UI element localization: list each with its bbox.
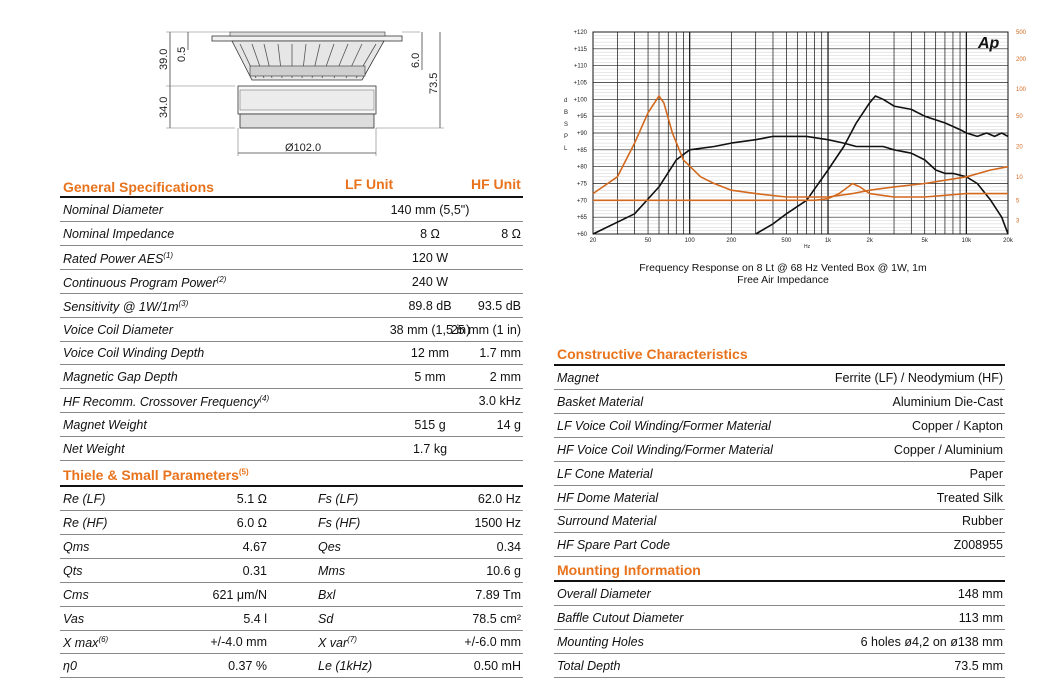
spec-row bbox=[60, 270, 523, 294]
y-tick-label: +110 bbox=[573, 63, 587, 70]
x-tick-label: 5k bbox=[921, 238, 928, 244]
mounting-label: Baffle Cutout Diameter bbox=[557, 610, 684, 625]
spec-label bbox=[63, 394, 269, 409]
spec-label-text: Magnet Weight bbox=[63, 418, 147, 433]
spec-label-text: Nominal Impedance bbox=[63, 226, 175, 241]
ts-param-name: Cms bbox=[63, 587, 89, 602]
spec-label bbox=[63, 227, 174, 241]
constructive-row bbox=[554, 462, 1005, 486]
spec-label bbox=[63, 323, 173, 337]
ts-param-name: Sd bbox=[318, 611, 334, 626]
x-tick-label: 100 bbox=[684, 238, 695, 244]
constructive-value: Ferrite (LF) / Neodymium (HF) bbox=[834, 371, 1003, 385]
ts-row bbox=[60, 630, 523, 654]
mounting-row bbox=[554, 654, 1005, 678]
spec-label-text: Rated Power AES bbox=[63, 251, 164, 266]
ts-param-value: 5.1 Ω bbox=[236, 492, 267, 506]
ts-param-label bbox=[318, 588, 335, 602]
ts-param-name: Re (HF) bbox=[63, 515, 108, 530]
spec-row bbox=[60, 437, 523, 461]
y-tick-label: +80 bbox=[576, 164, 587, 171]
spec-value-hf: 1.7 mm bbox=[479, 346, 521, 361]
constructive-label: HF Dome Material bbox=[557, 490, 659, 505]
spec-label bbox=[63, 203, 163, 217]
y-axis-label-char: L bbox=[564, 146, 568, 152]
spec-footnote: (2) bbox=[216, 274, 227, 284]
constructive-value: Copper / Kapton bbox=[911, 418, 1003, 433]
chart-caption-2: Free Air Impedance bbox=[737, 274, 829, 286]
mounting-value: 6 holes ø4,2 on ø138 mm bbox=[860, 634, 1003, 649]
ts-param-value: 0.31 bbox=[242, 563, 267, 578]
y-right-tick-label: 5 bbox=[1016, 198, 1020, 205]
dim-735: 73.5 bbox=[428, 72, 440, 94]
y-tick-label: +105 bbox=[573, 80, 587, 87]
constructive-label: HF Spare Part Code bbox=[557, 538, 671, 553]
ts-footnote: (7) bbox=[347, 635, 357, 645]
constructive-row bbox=[554, 414, 1005, 438]
ts-param-value: 0.50 mH bbox=[473, 659, 521, 674]
ts-param-name: X var bbox=[318, 636, 348, 651]
mounting-row bbox=[554, 630, 1005, 654]
spec-value-shared: 240 W bbox=[411, 274, 449, 289]
y-right-tick-label: 50 bbox=[1016, 114, 1023, 121]
ts-row bbox=[60, 607, 523, 631]
ts-param-label bbox=[63, 492, 105, 506]
x-tick-label: 200 bbox=[726, 238, 737, 244]
ts-row bbox=[60, 654, 523, 678]
ts-param-label bbox=[63, 635, 108, 650]
spec-value-hf: 3.0 kHz bbox=[478, 394, 521, 409]
ts-param-name: X max bbox=[63, 636, 99, 651]
ts-param-value: 62.0 Hz bbox=[477, 492, 521, 506]
x-tick-label: 20k bbox=[1003, 238, 1013, 244]
spec-label bbox=[63, 442, 125, 456]
ts-param-name: Mms bbox=[318, 563, 346, 578]
spec-row bbox=[60, 294, 523, 318]
y-tick-label: +70 bbox=[576, 198, 587, 205]
ts-param-value: 6.0 Ω bbox=[236, 515, 267, 530]
spec-value-lf: 89.8 dB bbox=[408, 298, 452, 313]
ts-param-label bbox=[63, 516, 107, 530]
y-tick-label: +115 bbox=[573, 46, 587, 53]
ts-param-label bbox=[63, 612, 84, 626]
y-axis-label-char: S bbox=[564, 122, 569, 128]
ts-title: Thiele & Small Parameters$^{(5)}$ bbox=[63, 467, 249, 483]
spec-value-shared: 140 mm (5,5") bbox=[390, 203, 470, 217]
spec-label-text: Magnetic Gap Depth bbox=[63, 370, 178, 385]
constructive-value: Paper bbox=[969, 466, 1003, 481]
spec-label bbox=[63, 418, 147, 432]
y-tick-label: +85 bbox=[576, 147, 587, 154]
spec-value-lf: 12 mm bbox=[410, 346, 450, 361]
spec-row bbox=[60, 222, 523, 246]
constructive-label: LF Voice Coil Winding/Former Material bbox=[557, 418, 771, 433]
x-tick-label: 10k bbox=[961, 238, 972, 244]
constructive-value: Copper / Aluminium bbox=[893, 442, 1003, 457]
spec-value-shared: 120 W bbox=[411, 250, 449, 265]
spec-label-text: Sensitivity @ 1W/1m bbox=[63, 299, 179, 314]
spec-label-text: HF Recomm. Crossover Frequency bbox=[63, 395, 260, 410]
ts-row bbox=[60, 535, 523, 559]
ts-param-label bbox=[63, 588, 89, 602]
ts-param-value: +/-6.0 mm bbox=[464, 635, 521, 650]
ts-param-name: Vas bbox=[63, 611, 85, 626]
ts-param-value: 0.34 bbox=[496, 539, 521, 554]
spec-row bbox=[60, 413, 523, 437]
mounting-label: Overall Diameter bbox=[557, 587, 651, 601]
ts-param-label bbox=[318, 492, 358, 506]
y-tick-label: +65 bbox=[576, 215, 587, 222]
ts-param-label bbox=[318, 564, 345, 578]
constructive-label: Surround Material bbox=[557, 514, 657, 529]
constructive-row bbox=[554, 390, 1005, 414]
mounting-title: Mounting Information bbox=[557, 562, 701, 578]
spec-value-hf: 25 mm (1 in) bbox=[450, 322, 521, 337]
y-right-tick-label: 100 bbox=[1016, 87, 1027, 94]
mounting-label: Mounting Holes bbox=[557, 634, 644, 649]
spec-value-shared: 1.7 kg bbox=[412, 442, 448, 456]
ts-param-value: 4.67 bbox=[242, 539, 267, 554]
constructive-label: HF Voice Coil Winding/Former Material bbox=[557, 442, 773, 457]
ts-param-value: 621 μm/N bbox=[212, 587, 267, 602]
dim-05: 0.5 bbox=[176, 46, 188, 62]
spec-label bbox=[63, 275, 226, 290]
spec-value-hf: 8 Ω bbox=[501, 226, 521, 241]
general-spec-title: General Specifications bbox=[63, 179, 214, 195]
brand-logo: Ap bbox=[978, 35, 1000, 52]
constructive-row bbox=[554, 533, 1005, 557]
ts-param-value: 0.37 % bbox=[228, 659, 267, 674]
constructive-value: Aluminium Die-Cast bbox=[892, 394, 1003, 409]
constructive-value: Rubber bbox=[962, 514, 1003, 529]
constructive-row bbox=[554, 366, 1005, 390]
ts-row bbox=[60, 583, 523, 607]
ts-param-name: Re (LF) bbox=[63, 492, 106, 506]
y-right-tick-label: 200 bbox=[1016, 56, 1027, 63]
mounting-row bbox=[554, 582, 1005, 606]
constructive-row bbox=[554, 438, 1005, 462]
lf-unit-header: LF Unit bbox=[345, 176, 394, 192]
mounting-value: 113 mm bbox=[958, 610, 1003, 625]
ts-title-note: (5) bbox=[238, 467, 249, 477]
constructive-row bbox=[554, 509, 1005, 533]
chart-caption-1: Frequency Response on 8 Lt @ 68 Hz Vented Box @ 1W, 1m bbox=[639, 262, 927, 274]
ts-param-value: 5.4 l bbox=[243, 611, 267, 626]
y-right-tick-label: 3 bbox=[1016, 218, 1020, 225]
x-tick-label: 1k bbox=[824, 238, 832, 244]
dim-39: 39.0 bbox=[158, 48, 170, 70]
x-tick-label: 50 bbox=[644, 238, 652, 244]
dim-34: 34.0 bbox=[158, 96, 170, 118]
ts-param-name: Le (1kHz) bbox=[318, 659, 373, 674]
ts-param-value: 1500 Hz bbox=[474, 515, 521, 530]
ts-param-value: 7.89 Tm bbox=[475, 587, 521, 602]
ts-param-value: +/-4.0 mm bbox=[210, 635, 267, 650]
y-right-tick-label: 20 bbox=[1016, 144, 1023, 151]
y-tick-label: +120 bbox=[573, 30, 587, 36]
ts-param-label bbox=[318, 516, 360, 530]
x-tick-label: 2k bbox=[866, 238, 873, 244]
hf-unit-header: HF Unit bbox=[471, 176, 521, 192]
ts-param-label bbox=[318, 540, 341, 554]
spec-label bbox=[63, 299, 188, 314]
x-tick-label: 500 bbox=[781, 238, 792, 244]
y-tick-label: +60 bbox=[576, 232, 587, 238]
constructive-label: Magnet bbox=[557, 371, 599, 385]
mounting-label: Total Depth bbox=[557, 658, 621, 673]
spec-value-hf: 14 g bbox=[496, 418, 521, 433]
spec-label-text: Voice Coil Diameter bbox=[63, 322, 173, 337]
ts-param-name: Fs (LF) bbox=[318, 492, 359, 506]
spec-row bbox=[60, 365, 523, 389]
spec-value-lf: 5 mm bbox=[414, 370, 446, 385]
x-axis-label: Hz bbox=[804, 244, 811, 250]
ts-param-label bbox=[63, 540, 89, 554]
y-tick-label: +75 bbox=[576, 181, 587, 188]
ts-row bbox=[60, 511, 523, 535]
ts-param-label bbox=[318, 659, 372, 673]
frequency-response-chart bbox=[558, 22, 1036, 252]
constructive-value: Z008955 bbox=[953, 538, 1003, 553]
spec-label bbox=[63, 346, 204, 360]
y-axis-label-char: P bbox=[564, 134, 569, 140]
ts-param-name: Bxl bbox=[318, 587, 336, 602]
spec-value-lf: 515 g bbox=[414, 418, 446, 433]
y-axis-label-char: B bbox=[564, 110, 569, 116]
mounting-value: 73.5 mm bbox=[954, 658, 1003, 673]
ts-row bbox=[60, 487, 523, 511]
constructive-label: LF Cone Material bbox=[557, 466, 653, 481]
spec-row bbox=[60, 246, 523, 270]
spec-footnote: (4) bbox=[259, 394, 270, 404]
spec-value-lf: 38 mm (1,5 in) bbox=[389, 322, 471, 337]
dim-6: 6.0 bbox=[410, 52, 422, 68]
spec-value-hf: 93.5 dB bbox=[477, 298, 521, 313]
ts-param-value: 78.5 cm² bbox=[472, 611, 521, 626]
spec-value-hf: 2 mm bbox=[489, 370, 521, 385]
mounting-row bbox=[554, 606, 1005, 630]
ts-param-name: Qts bbox=[63, 563, 83, 578]
spec-value-lf: 8 Ω bbox=[420, 226, 440, 241]
spec-label-text: Continuous Program Power bbox=[63, 275, 217, 290]
y-right-tick-label: 10 bbox=[1016, 174, 1023, 181]
constructive-value: Treated Silk bbox=[936, 490, 1003, 505]
dim-102: Ø102.0 bbox=[285, 142, 322, 154]
spec-row bbox=[60, 389, 523, 413]
ts-param-label bbox=[63, 659, 77, 673]
y-tick-label: +100 bbox=[573, 97, 587, 104]
mounting-value: 148 mm bbox=[957, 587, 1003, 601]
ts-footnote: (6) bbox=[98, 635, 109, 645]
spec-row bbox=[60, 318, 523, 342]
spec-footnote: (3) bbox=[178, 298, 189, 308]
spec-label bbox=[63, 370, 178, 384]
ts-param-label bbox=[63, 564, 82, 578]
ts-param-label bbox=[318, 612, 333, 626]
spec-label-text: Voice Coil Winding Depth bbox=[63, 346, 205, 361]
constructive-title: Constructive Characteristics bbox=[557, 346, 748, 362]
y-tick-label: +90 bbox=[576, 131, 587, 137]
constructive-row bbox=[554, 486, 1005, 510]
constructive-label: Basket Material bbox=[557, 394, 644, 409]
ts-param-name: Qes bbox=[318, 539, 341, 554]
spec-label-text: Nominal Diameter bbox=[63, 203, 164, 217]
ts-param-label bbox=[318, 635, 357, 650]
x-tick-label: 20 bbox=[589, 238, 597, 244]
speaker-drawing bbox=[140, 10, 460, 160]
ts-row bbox=[60, 559, 523, 583]
ts-param-value: 10.6 g bbox=[486, 563, 521, 578]
spec-footnote: (1) bbox=[163, 250, 174, 260]
spec-label bbox=[63, 251, 173, 266]
spec-label-text: Net Weight bbox=[63, 442, 125, 456]
ts-param-name: Qms bbox=[63, 539, 90, 554]
y-right-tick-label: 500 bbox=[1016, 30, 1027, 36]
ts-param-name: η0 bbox=[63, 659, 77, 674]
y-axis-label-char: d bbox=[564, 98, 568, 104]
y-tick-label: +95 bbox=[576, 114, 587, 121]
spec-row bbox=[60, 341, 523, 365]
spec-row bbox=[60, 198, 523, 222]
ts-param-name: Fs (HF) bbox=[318, 515, 361, 530]
